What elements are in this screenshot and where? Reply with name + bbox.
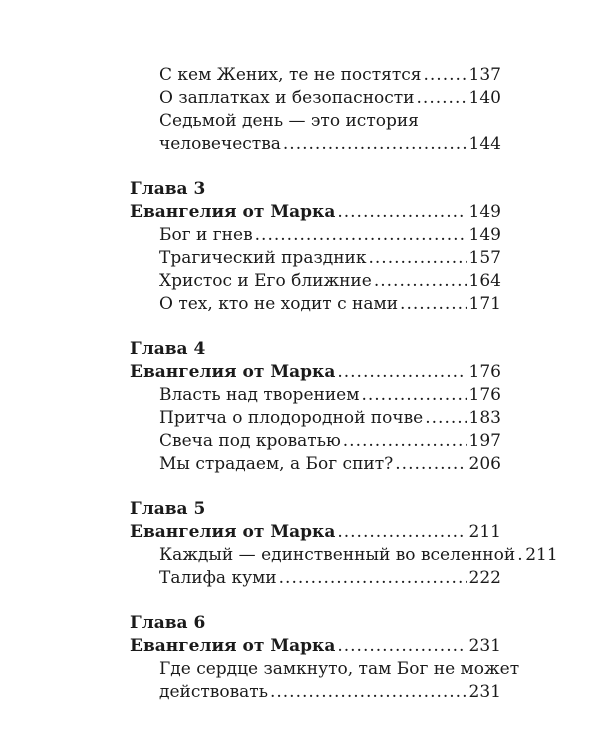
dot-leader xyxy=(425,407,466,430)
toc-entry-title: Где сердце замкнуто, там Бог не может xyxy=(159,659,520,679)
toc-entry-title: Власть над творением xyxy=(159,385,360,405)
chapter-heading xyxy=(130,498,501,521)
toc-chapter-4 xyxy=(130,338,501,476)
toc-entry[interactable] xyxy=(130,110,501,156)
toc-entry-title-line xyxy=(130,110,501,133)
toc-entry-title: Трагический праздник xyxy=(159,248,367,268)
toc-entry-page: 171 xyxy=(468,294,501,314)
chapter-title: Евангелия от Марка xyxy=(130,522,336,542)
toc-entry[interactable] xyxy=(130,247,501,270)
chapter-heading xyxy=(130,178,501,201)
chapter-heading-text: Глава 4 xyxy=(130,339,206,359)
toc-entry[interactable] xyxy=(130,658,520,704)
toc-entry-page: 164 xyxy=(468,271,501,291)
dot-leader xyxy=(368,247,466,270)
toc-entry-page: 222 xyxy=(468,568,501,588)
chapter-heading-text: Глава 6 xyxy=(130,613,206,633)
chapter-title-entry[interactable] xyxy=(130,361,501,384)
toc-entry[interactable] xyxy=(130,453,501,476)
toc-entry-title: О заплатках и безопасности xyxy=(159,88,415,108)
toc-continuation xyxy=(130,64,501,156)
toc-entry[interactable] xyxy=(130,270,501,293)
toc-entry-title: Седьмой день — это история xyxy=(159,111,419,131)
toc-entry-page: 157 xyxy=(468,248,501,268)
toc-entry[interactable] xyxy=(130,87,501,110)
toc-entry-page: 211 xyxy=(525,545,558,565)
toc-entry-title: О тех, кто не ходит с нами xyxy=(159,294,399,314)
toc-entry-page: 206 xyxy=(468,454,501,474)
toc-entry[interactable] xyxy=(130,64,501,87)
toc-entry-title: Каждый — единственный во вселенной xyxy=(159,545,516,565)
toc-entry-title: Бог и гнев xyxy=(159,225,253,245)
toc-chapter-5 xyxy=(130,498,558,590)
chapter-page: 211 xyxy=(468,522,501,542)
dot-leader xyxy=(343,430,467,453)
chapter-title-entry[interactable] xyxy=(130,635,501,658)
chapter-title-entry[interactable] xyxy=(130,521,501,544)
dot-leader xyxy=(395,453,466,476)
toc-entry-title: действовать xyxy=(159,682,268,702)
chapter-page: 231 xyxy=(468,636,501,656)
dot-leader xyxy=(417,87,467,110)
toc-entry-page: 231 xyxy=(468,682,501,702)
toc-entry[interactable] xyxy=(130,430,501,453)
toc-entry-title-line xyxy=(130,133,501,156)
chapter-page: 176 xyxy=(468,362,501,382)
dot-leader xyxy=(361,384,466,407)
toc-entry-title: С кем Жених, те не постятся xyxy=(159,65,422,85)
toc-chapter-6 xyxy=(130,612,520,704)
toc-entry-title: Притча о плодородной почве xyxy=(159,408,424,428)
dot-leader xyxy=(337,201,466,224)
dot-leader xyxy=(374,270,467,293)
toc-entry-page: 144 xyxy=(468,134,501,154)
toc-entry-page: 140 xyxy=(468,88,501,108)
dot-leader xyxy=(337,635,466,658)
toc-entry[interactable] xyxy=(130,293,501,316)
dot-leader xyxy=(283,133,467,156)
chapter-heading xyxy=(130,612,501,635)
toc-entry-title-line xyxy=(130,681,501,704)
toc-entry-title-line xyxy=(130,658,520,681)
toc-entry-title: Христос и Его ближние xyxy=(159,271,372,291)
toc-entry-title: человечества xyxy=(159,134,281,154)
dot-leader xyxy=(255,224,467,247)
chapter-heading-text: Глава 5 xyxy=(130,499,206,519)
dot-leader xyxy=(279,567,467,590)
toc-entry-page: 176 xyxy=(468,385,501,405)
toc-entry[interactable] xyxy=(130,567,501,590)
chapter-title: Евангелия от Марка xyxy=(130,202,336,222)
chapter-title: Евангелия от Марка xyxy=(130,362,336,382)
dot-leader xyxy=(270,681,467,704)
table-of-contents xyxy=(130,64,558,704)
dot-leader xyxy=(337,521,466,544)
toc-entry-page: 197 xyxy=(468,431,501,451)
toc-entry[interactable] xyxy=(130,407,501,430)
chapter-heading xyxy=(130,338,501,361)
toc-entry-page: 149 xyxy=(468,225,501,245)
toc-entry[interactable] xyxy=(130,544,558,567)
toc-entry-page: 183 xyxy=(468,408,501,428)
chapter-title: Евангелия от Марка xyxy=(130,636,336,656)
dot-leader xyxy=(517,544,523,567)
dot-leader xyxy=(400,293,467,316)
toc-entry[interactable] xyxy=(130,384,501,407)
chapter-page: 149 xyxy=(468,202,501,222)
chapter-heading-text: Глава 3 xyxy=(130,179,206,199)
toc-entry-title: Талифа куми xyxy=(159,568,277,588)
toc-entry[interactable] xyxy=(130,224,501,247)
chapter-title-entry[interactable] xyxy=(130,201,501,224)
toc-entry-title: Мы страдаем, а Бог спит? xyxy=(159,454,394,474)
toc-chapter-3 xyxy=(130,178,501,316)
toc-entry-title: Свеча под кроватью xyxy=(159,431,341,451)
toc-entry-page: 137 xyxy=(468,65,501,85)
dot-leader xyxy=(337,361,466,384)
dot-leader xyxy=(423,64,466,87)
